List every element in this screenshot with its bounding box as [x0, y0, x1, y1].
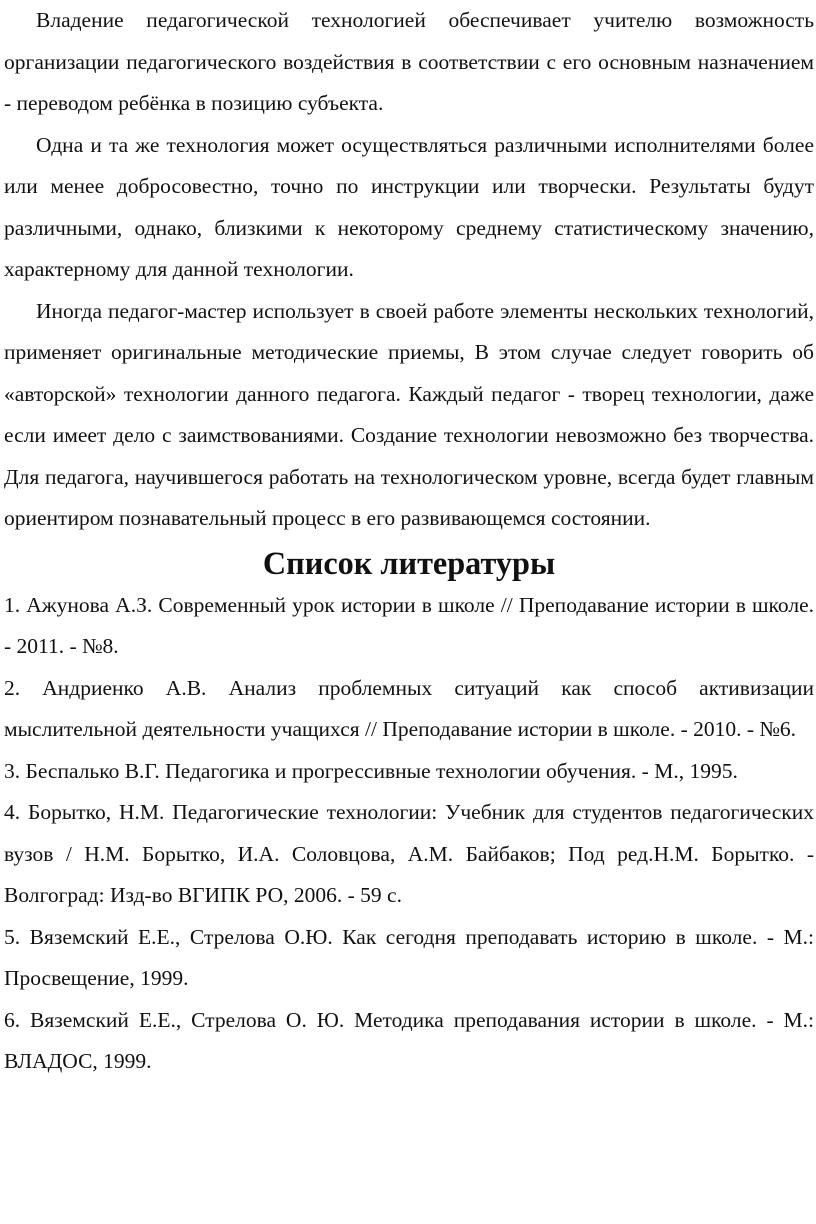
references-title: Список литературы: [262, 544, 556, 581]
reference-item: 1. Ажунова А.З. Современный урок истории в школе // Преподавание истории в школе. - 2011. - №8.: [4, 592, 814, 658]
body-paragraph: Владение педагогической технологией обеспечивает учителю возможность организации педагогического воздействия в соответствии с его основным назначением - переводом ребёнка в позицию субъекта.: [4, 8, 814, 115]
reference-item: 3. Беспалько В.Г. Педагогика и прогрессивные технологии обучения. - М., 1995.: [4, 758, 738, 783]
references-list: [4, 585, 814, 1083]
body-paragraph: Иногда педагог-мастер использует в своей работе элементы нескольких технологий, применяет оригинальные методические приемы, В этом случае следует говорить об «авторской» технологии данного педагога. Каждый педагог - творец технологии, даже если имеет дело с заимствованиями. Создание технологии невозможно без творчества. Для педагога, научившегося работать на технологическом уровне, всегда будет главным ориентиром познавательный процесс в его развивающемся состоянии.: [4, 298, 814, 530]
reference-item: 4. Борытко, Н.М. Педагогические технологии: Учебник для студентов педагогических вузов / Н.М. Борытко, И.А. Соловцова, А.М. Байбаков; Под ред.Н.М. Борытко. - Волгоград: Изд-во ВГИПК РО, 2006. - 59 с.: [4, 800, 814, 907]
reference-item: 2. Андриенко А.В. Анализ проблемных ситуаций как способ активизации мыслительной деятельности учащихся // Преподавание истории в школе. - 2010. - №6.: [4, 675, 814, 741]
reference-item: 6. Вяземский Е.Е., Стрелова О. Ю. Методика преподавания истории в школе. - М.: ВЛАДОС, 1999.: [4, 1007, 814, 1073]
reference-item: 5. Вяземский Е.Е., Стрелова О.Ю. Как сегодня преподавать историю в школе. - М.: Просвещение, 1999.: [4, 924, 814, 990]
body-paragraph: Одна и та же технология может осуществляться различными исполнителями более или менее добросовестно, точно по инструкции или творчески. Результаты будут различными, однако, близкими к некоторому среднему статистическому значению, характерному для данной технологии.: [4, 132, 814, 281]
